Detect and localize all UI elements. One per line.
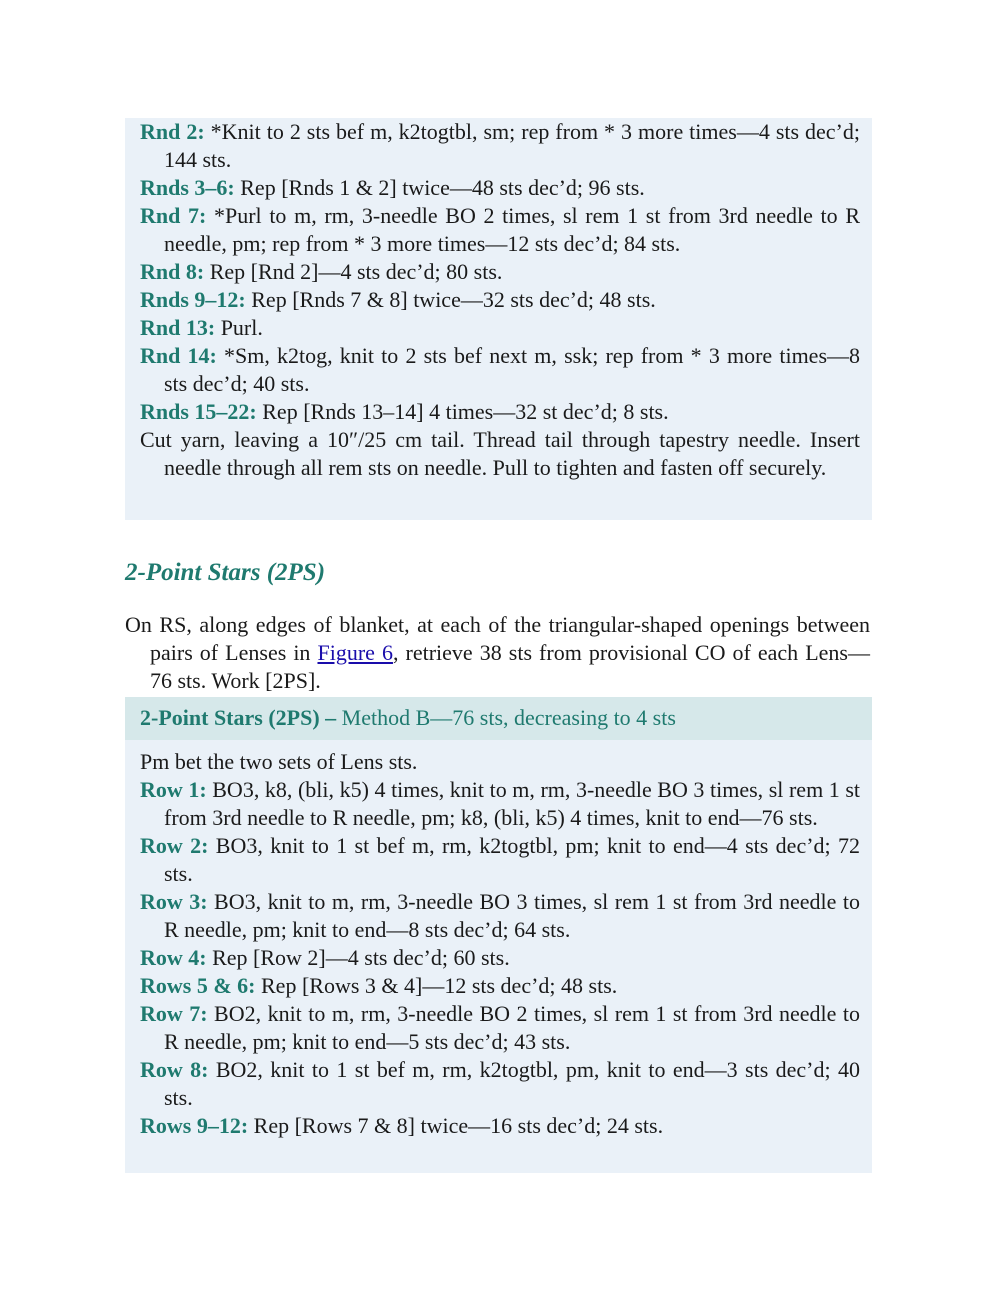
instruction-row xyxy=(140,944,860,972)
box-header-subtitle: Method B—76 sts, decreasing to 4 sts xyxy=(336,705,676,730)
instruction-row xyxy=(140,118,860,174)
row-text: Cut yarn, leaving a 10″/25 cm tail. Thread tail through tapestry needle. Insert needle through all rem sts on needle. Pull to tighten and fasten off securely. xyxy=(140,427,860,480)
box-header-title: 2-Point Stars (2PS) – xyxy=(140,705,337,730)
row-text: BO3, knit to m, rm, 3-needle BO 3 times, sl rem 1 st from 3rd needle to R needle, pm; knit to end—8 sts dec’d; 64 sts. xyxy=(164,889,860,942)
row-text: Rep [Rows 3 & 4]—12 sts dec’d; 48 sts. xyxy=(255,973,618,998)
row-label: Rnds 3–6: xyxy=(140,175,235,200)
row-label: Rnd 13: xyxy=(140,315,216,340)
instruction-row xyxy=(140,1112,860,1140)
instruction-row xyxy=(140,888,860,944)
instruction-row xyxy=(140,398,860,426)
instruction-row xyxy=(140,748,860,776)
row-text: *Sm, k2tog, knit to 2 sts bef next m, ssk; rep from * 3 more times—8 sts dec’d; 40 sts. xyxy=(164,343,861,396)
instruction-row xyxy=(140,286,860,314)
figure-6-link[interactable]: Figure 6 xyxy=(317,640,393,665)
instruction-row xyxy=(140,202,860,258)
row-text: Pm bet the two sets of Lens sts. xyxy=(140,749,418,774)
row-text: *Knit to 2 sts bef m, k2togtbl, sm; rep from * 3 more times—4 sts dec’d; 144 sts. xyxy=(164,119,861,172)
row-label: Row 7: xyxy=(140,1001,208,1026)
row-text: *Purl to m, rm, 3-needle BO 2 times, sl rem 1 st from 3rd needle to R needle, pm; rep from * 3 more times—12 sts dec’d; 84 sts. xyxy=(164,203,860,256)
instruction-row xyxy=(140,1056,860,1112)
row-text: Rep [Rows 7 & 8] twice—16 sts dec’d; 24 sts. xyxy=(248,1113,664,1138)
intro-text: On RS, along edges of blanket, at each of the triangular-shaped openings between pairs of Lenses in xyxy=(125,612,870,665)
instruction-row xyxy=(140,258,860,286)
instruction-row xyxy=(140,1000,860,1056)
row-label: Rows 5 & 6: xyxy=(140,973,256,998)
row-text: Purl. xyxy=(215,315,263,340)
box-header xyxy=(125,697,872,740)
row-text: BO3, k8, (bli, k5) 4 times, knit to m, rm, 3-needle BO 3 times, sl rem 1 st from 3rd needle to R needle, pm; k8, (bli, k5) 4 times, knit to end—76 sts. xyxy=(164,777,861,830)
row-label: Row 3: xyxy=(140,889,208,914)
row-label: Rows 9–12: xyxy=(140,1113,249,1138)
instruction-row xyxy=(140,832,860,888)
instruction-row xyxy=(140,972,860,1000)
row-text: Rep [Rnds 1 & 2] twice—48 sts dec’d; 96 sts. xyxy=(234,175,645,200)
section-intro xyxy=(125,611,870,695)
row-label: Rnds 9–12: xyxy=(140,287,246,312)
row-label: Row 8: xyxy=(140,1057,209,1082)
row-label: Rnd 7: xyxy=(140,203,207,228)
instructions-box-2ps xyxy=(125,697,872,1173)
box-body xyxy=(125,740,872,1140)
intro-text: , retrieve 38 sts from provisional CO of each Lens—76 sts. Work [2PS]. xyxy=(150,640,870,693)
instruction-row xyxy=(140,174,860,202)
instruction-row xyxy=(140,342,860,398)
row-label: Row 2: xyxy=(140,833,209,858)
row-label: Row 1: xyxy=(140,777,207,802)
row-text: Rep [Rnds 7 & 8] twice—32 sts dec’d; 48 sts. xyxy=(245,287,656,312)
row-text: Rep [Row 2]—4 sts dec’d; 60 sts. xyxy=(206,945,510,970)
row-text: Rep [Rnds 13–14] 4 times—32 st dec’d; 8 sts. xyxy=(256,399,669,424)
row-text: BO2, knit to m, rm, 3-needle BO 2 times, sl rem 1 st from 3rd needle to R needle, pm; knit to end—5 sts dec’d; 43 sts. xyxy=(164,1001,860,1054)
instruction-row xyxy=(140,776,860,832)
instruction-row xyxy=(140,426,860,482)
row-label: Rnd 8: xyxy=(140,259,205,284)
row-text: Rep [Rnd 2]—4 sts dec’d; 80 sts. xyxy=(204,259,503,284)
row-text: BO2, knit to 1 st bef m, rm, k2togtbl, pm, knit to end—3 sts dec’d; 40 sts. xyxy=(164,1057,860,1110)
row-label: Rnd 2: xyxy=(140,119,205,144)
row-label: Rnd 14: xyxy=(140,343,217,368)
instructions-box-top xyxy=(125,118,872,520)
row-label: Rnds 15–22: xyxy=(140,399,257,424)
row-text: BO3, knit to 1 st bef m, rm, k2togtbl, pm; knit to end—4 sts dec’d; 72 sts. xyxy=(164,833,860,886)
instruction-row xyxy=(140,314,860,342)
row-label: Row 4: xyxy=(140,945,207,970)
section-title: 2-Point Stars (2PS) xyxy=(125,559,326,586)
